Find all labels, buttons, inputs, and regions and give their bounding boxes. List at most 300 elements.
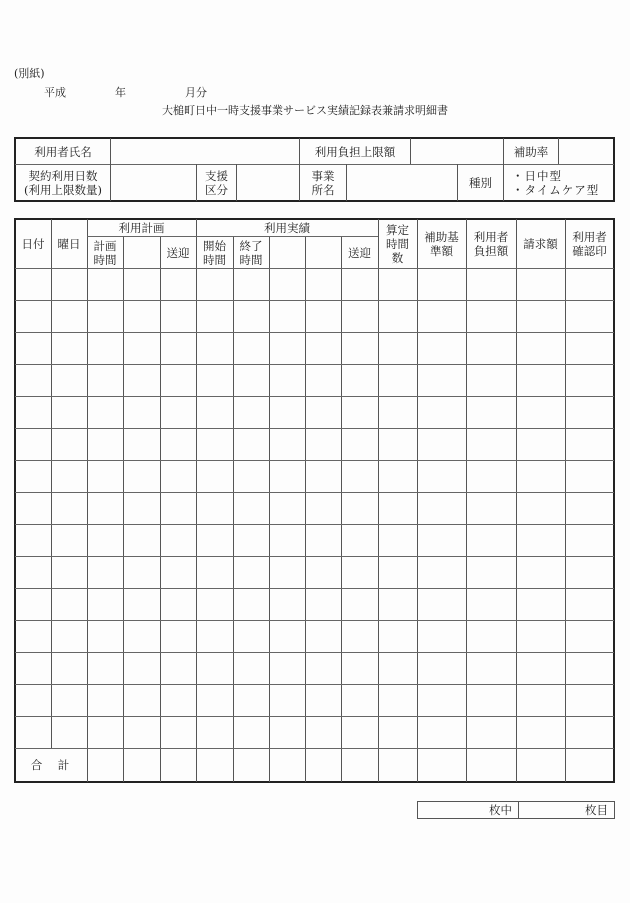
table-cell[interactable] — [270, 365, 305, 396]
table-cell[interactable] — [566, 301, 614, 332]
table-cell[interactable] — [306, 621, 341, 652]
table-cell[interactable] — [52, 493, 87, 524]
total-cell[interactable] — [379, 749, 417, 781]
table-cell[interactable] — [379, 621, 417, 652]
table-cell[interactable] — [88, 525, 123, 556]
table-cell[interactable] — [197, 269, 233, 300]
table-cell[interactable] — [124, 365, 160, 396]
total-cell[interactable] — [517, 749, 565, 781]
table-cell[interactable] — [306, 685, 341, 716]
header-actual-group: 利用実績 — [264, 221, 310, 235]
table-cell[interactable] — [124, 717, 160, 748]
table-cell[interactable] — [16, 717, 51, 748]
table-cell[interactable] — [124, 397, 160, 428]
table-cell[interactable] — [124, 685, 160, 716]
subsidy-rate-label: 補助率 — [513, 144, 549, 159]
table-cell[interactable] — [88, 365, 123, 396]
table-cell[interactable] — [88, 301, 123, 332]
table-cell[interactable] — [517, 589, 565, 620]
table-cell[interactable] — [467, 621, 516, 652]
table-cell[interactable] — [379, 493, 417, 524]
table-cell[interactable] — [566, 685, 614, 716]
table-cell[interactable] — [234, 525, 269, 556]
table-cell[interactable] — [566, 557, 614, 588]
total-cell[interactable] — [306, 749, 341, 781]
table-cell[interactable] — [379, 589, 417, 620]
table-cell[interactable] — [418, 461, 466, 492]
table-cell[interactable] — [379, 653, 417, 684]
table-cell[interactable] — [161, 717, 196, 748]
table-cell[interactable] — [566, 269, 614, 300]
header-plan-time-line1: 計画 — [93, 238, 117, 253]
table-cell[interactable] — [270, 429, 305, 460]
table-cell[interactable] — [52, 397, 87, 428]
total-cell[interactable] — [566, 749, 614, 781]
table-cell[interactable] — [566, 717, 614, 748]
table-cell[interactable] — [16, 429, 51, 460]
table-cell[interactable] — [342, 461, 378, 492]
table-cell[interactable] — [306, 365, 341, 396]
table-cell[interactable] — [52, 365, 87, 396]
table-cell[interactable] — [197, 333, 233, 364]
table-cell[interactable] — [306, 269, 341, 300]
header-plan-time-line2: 時間 — [93, 252, 117, 267]
table-cell[interactable] — [566, 525, 614, 556]
table-cell[interactable] — [16, 333, 51, 364]
table-cell[interactable] — [124, 429, 160, 460]
table-cell[interactable] — [306, 429, 341, 460]
table-cell[interactable] — [342, 589, 378, 620]
table-cell[interactable] — [418, 525, 466, 556]
header-end-time-line2: 時間 — [239, 252, 263, 267]
table-cell[interactable] — [161, 461, 196, 492]
table-cell[interactable] — [270, 333, 305, 364]
header-subsidy-base-line1: 補助基 — [424, 230, 459, 244]
table-cell[interactable] — [270, 525, 305, 556]
table-cell[interactable] — [418, 333, 466, 364]
table-cell[interactable] — [124, 557, 160, 588]
table-cell[interactable] — [306, 557, 341, 588]
table-cell[interactable] — [197, 365, 233, 396]
total-cell[interactable] — [161, 749, 196, 781]
burden-limit-label: 利用負担上限額 — [314, 144, 396, 159]
table-cell[interactable] — [52, 685, 87, 716]
office-name-label — [300, 165, 346, 201]
table-cell[interactable] — [124, 333, 160, 364]
type-label: 種別 — [469, 176, 492, 190]
type-options[interactable] — [504, 165, 614, 201]
table-cell[interactable] — [270, 621, 305, 652]
table-cell[interactable] — [197, 653, 233, 684]
table-cell[interactable] — [379, 461, 417, 492]
header-weekday: 曜日 — [57, 237, 81, 251]
table-cell[interactable] — [16, 269, 51, 300]
contract-days-label-line2: (利用上限数量) — [24, 183, 102, 197]
table-cell[interactable] — [306, 461, 341, 492]
header-start-time-line1: 開始 — [203, 238, 226, 253]
table-cell[interactable] — [379, 717, 417, 748]
user-name-label: 利用者氏名 — [34, 144, 92, 159]
table-cell[interactable] — [517, 461, 565, 492]
table-cell[interactable] — [517, 397, 565, 428]
table-cell[interactable] — [234, 557, 269, 588]
total-cell[interactable] — [342, 749, 378, 781]
table-cell[interactable] — [234, 301, 269, 332]
table-cell[interactable] — [418, 493, 466, 524]
table-cell[interactable] — [197, 685, 233, 716]
office-name-label-line1: 事業 — [311, 169, 335, 183]
table-cell[interactable] — [342, 269, 378, 300]
table-cell[interactable] — [270, 557, 305, 588]
support-class-field[interactable] — [237, 165, 299, 201]
table-cell[interactable] — [379, 333, 417, 364]
table-cell[interactable] — [161, 525, 196, 556]
contract-days-label — [16, 165, 110, 201]
table-cell[interactable] — [52, 653, 87, 684]
header-calc-hours-line2: 時間 — [386, 237, 409, 251]
table-cell[interactable] — [379, 429, 417, 460]
table-cell[interactable] — [234, 269, 269, 300]
table-cell[interactable] — [379, 685, 417, 716]
table-cell[interactable] — [161, 621, 196, 652]
table-cell[interactable] — [197, 397, 233, 428]
table-cell[interactable] — [16, 301, 51, 332]
table-cell[interactable] — [342, 397, 378, 428]
table-cell[interactable] — [52, 333, 87, 364]
table-cell[interactable] — [467, 493, 516, 524]
table-cell[interactable] — [418, 589, 466, 620]
table-cell[interactable] — [234, 333, 269, 364]
total-cell[interactable] — [197, 749, 233, 781]
table-cell[interactable] — [342, 621, 378, 652]
table-cell[interactable] — [379, 397, 417, 428]
table-cell[interactable] — [467, 461, 516, 492]
table-cell[interactable] — [517, 429, 565, 460]
total-cell[interactable] — [88, 749, 123, 781]
table-cell[interactable] — [306, 653, 341, 684]
table-cell[interactable] — [517, 557, 565, 588]
table-cell[interactable] — [52, 269, 87, 300]
table-cell[interactable] — [306, 493, 341, 524]
table-cell[interactable] — [234, 589, 269, 620]
attachment-label: (別紙) — [14, 67, 45, 80]
table-cell[interactable] — [197, 621, 233, 652]
table-cell[interactable] — [270, 301, 305, 332]
table-cell[interactable] — [517, 333, 565, 364]
table-cell[interactable] — [467, 269, 516, 300]
burden-limit-field[interactable] — [411, 139, 503, 164]
header-calc-hours-line1: 算定 — [386, 223, 409, 237]
table-cell[interactable] — [467, 557, 516, 588]
table-cell[interactable] — [197, 461, 233, 492]
table-cell[interactable] — [467, 365, 516, 396]
document-title: 大槌町日中一時支援事業サービス実績記録表兼請求明細書 — [162, 104, 448, 117]
table-cell[interactable] — [270, 493, 305, 524]
table-cell[interactable] — [418, 557, 466, 588]
table-cell[interactable] — [418, 685, 466, 716]
header-actual-blank-2 — [305, 237, 341, 268]
table-cell[interactable] — [161, 301, 196, 332]
header-user-burden-line1: 利用者 — [473, 230, 509, 244]
table-cell[interactable] — [467, 301, 516, 332]
header-end-time-line1: 終了 — [239, 238, 263, 253]
table-cell[interactable] — [566, 333, 614, 364]
table-cell[interactable] — [197, 493, 233, 524]
table-cell[interactable] — [88, 429, 123, 460]
table-cell[interactable] — [467, 717, 516, 748]
table-cell[interactable] — [161, 333, 196, 364]
header-plan-time — [87, 237, 123, 268]
table-cell[interactable] — [342, 557, 378, 588]
table-cell[interactable] — [342, 301, 378, 332]
table-cell[interactable] — [234, 493, 269, 524]
subsidy-rate-field[interactable] — [559, 139, 613, 164]
table-cell[interactable] — [88, 493, 123, 524]
header-end-time — [233, 237, 269, 268]
table-cell[interactable] — [88, 685, 123, 716]
table-cell[interactable] — [517, 525, 565, 556]
total-cell[interactable] — [234, 749, 269, 781]
table-cell[interactable] — [418, 621, 466, 652]
table-cell[interactable] — [467, 397, 516, 428]
table-cell[interactable] — [234, 717, 269, 748]
table-cell[interactable] — [418, 717, 466, 748]
table-cell[interactable] — [342, 365, 378, 396]
table-cell[interactable] — [16, 685, 51, 716]
table-cell[interactable] — [418, 397, 466, 428]
table-cell[interactable] — [379, 269, 417, 300]
table-cell[interactable] — [517, 685, 565, 716]
table-cell[interactable] — [517, 653, 565, 684]
header-plan-blank — [123, 237, 160, 268]
table-cell[interactable] — [52, 621, 87, 652]
table-cell[interactable] — [418, 653, 466, 684]
table-cell[interactable] — [52, 717, 87, 748]
table-cell[interactable] — [16, 653, 51, 684]
table-cell[interactable] — [270, 269, 305, 300]
table-cell[interactable] — [88, 333, 123, 364]
table-cell[interactable] — [566, 429, 614, 460]
header-user-burden — [466, 220, 516, 268]
table-cell[interactable] — [234, 653, 269, 684]
table-cell[interactable] — [16, 493, 51, 524]
table-cell[interactable] — [342, 717, 378, 748]
contract-days-field[interactable] — [111, 165, 196, 201]
table-cell[interactable] — [88, 589, 123, 620]
table-cell[interactable] — [234, 461, 269, 492]
header-calc-hours-line3: 数 — [391, 251, 404, 265]
table-cell[interactable] — [197, 717, 233, 748]
table-cell[interactable] — [517, 621, 565, 652]
table-cell[interactable] — [306, 717, 341, 748]
table-cell[interactable] — [161, 269, 196, 300]
table-cell[interactable] — [270, 685, 305, 716]
table-cell[interactable] — [379, 557, 417, 588]
header-plan-group: 利用計画 — [118, 221, 165, 235]
table-cell[interactable] — [197, 557, 233, 588]
table-cell[interactable] — [566, 493, 614, 524]
table-cell[interactable] — [16, 621, 51, 652]
table-cell[interactable] — [88, 557, 123, 588]
table-cell[interactable] — [342, 525, 378, 556]
table-cell[interactable] — [306, 525, 341, 556]
header-user-burden-line2: 負担額 — [473, 244, 509, 258]
header-user-confirm — [565, 220, 614, 268]
total-cell[interactable] — [270, 749, 305, 781]
table-cell[interactable] — [306, 397, 341, 428]
table-cell[interactable] — [88, 269, 123, 300]
table-cell[interactable] — [161, 429, 196, 460]
total-cell[interactable] — [124, 749, 160, 781]
table-cell[interactable] — [16, 525, 51, 556]
support-class-label-line1: 支援 — [205, 169, 228, 183]
table-cell[interactable] — [161, 365, 196, 396]
table-cell[interactable] — [124, 589, 160, 620]
table-cell[interactable] — [517, 269, 565, 300]
header-calc-hours — [378, 220, 417, 268]
sheet-number-field[interactable] — [519, 802, 614, 818]
table-cell[interactable] — [342, 333, 378, 364]
header-start-time — [196, 237, 233, 268]
table-cell[interactable] — [124, 493, 160, 524]
table-cell[interactable] — [234, 365, 269, 396]
table-cell[interactable] — [124, 461, 160, 492]
table-cell[interactable] — [566, 653, 614, 684]
table-cell[interactable] — [88, 397, 123, 428]
table-cell[interactable] — [124, 525, 160, 556]
table-cell[interactable] — [467, 589, 516, 620]
table-cell[interactable] — [517, 493, 565, 524]
table-cell[interactable] — [342, 429, 378, 460]
table-cell[interactable] — [517, 365, 565, 396]
total-row-label: 合 計 — [30, 758, 72, 772]
table-cell[interactable] — [197, 429, 233, 460]
table-cell[interactable] — [161, 685, 196, 716]
table-cell[interactable] — [197, 525, 233, 556]
table-cell[interactable] — [418, 365, 466, 396]
table-cell[interactable] — [161, 493, 196, 524]
table-cell[interactable] — [161, 589, 196, 620]
header-subsidy-base-line2: 準額 — [430, 244, 453, 258]
support-class-label — [197, 165, 236, 201]
table-cell[interactable] — [418, 301, 466, 332]
table-cell[interactable] — [161, 397, 196, 428]
office-name-field[interactable] — [347, 165, 457, 201]
table-cell[interactable] — [467, 525, 516, 556]
contract-days-label-line1: 契約利用日数 — [28, 169, 98, 183]
header-actual-transport: 送迎 — [348, 245, 371, 260]
table-cell[interactable] — [52, 461, 87, 492]
table-cell[interactable] — [418, 269, 466, 300]
header-user-confirm-line1: 利用者 — [572, 230, 607, 244]
table-cell[interactable] — [270, 397, 305, 428]
total-cell[interactable] — [418, 749, 466, 781]
type-option-daytime[interactable]: ・日中型 — [512, 169, 562, 183]
table-cell[interactable] — [16, 589, 51, 620]
table-cell[interactable] — [16, 365, 51, 396]
table-cell[interactable] — [88, 461, 123, 492]
table-cell[interactable] — [306, 301, 341, 332]
total-sheets-label: 枚中 — [489, 803, 512, 817]
table-cell[interactable] — [467, 685, 516, 716]
header-billing-amount: 請求額 — [523, 237, 558, 251]
table-cell[interactable] — [88, 653, 123, 684]
table-cell[interactable] — [306, 333, 341, 364]
table-cell[interactable] — [124, 653, 160, 684]
table-cell[interactable] — [270, 589, 305, 620]
table-cell[interactable] — [52, 557, 87, 588]
sheet-number-label: 枚目 — [585, 803, 608, 817]
table-cell[interactable] — [342, 493, 378, 524]
table-cell[interactable] — [379, 301, 417, 332]
table-cell[interactable] — [234, 685, 269, 716]
support-class-label-line2: 区分 — [205, 183, 228, 197]
table-cell[interactable] — [379, 525, 417, 556]
table-cell[interactable] — [197, 301, 233, 332]
header-subsidy-base — [417, 220, 466, 268]
table-cell[interactable] — [566, 365, 614, 396]
header-start-time-line2: 時間 — [203, 252, 226, 267]
table-cell[interactable] — [418, 429, 466, 460]
table-cell[interactable] — [16, 461, 51, 492]
header-plan-transport: 送迎 — [166, 245, 190, 260]
table-cell[interactable] — [566, 397, 614, 428]
user-name-field[interactable] — [111, 139, 299, 164]
table-cell[interactable] — [467, 653, 516, 684]
table-cell[interactable] — [124, 269, 160, 300]
table-cell[interactable] — [342, 685, 378, 716]
table-cell[interactable] — [270, 653, 305, 684]
table-cell[interactable] — [52, 589, 87, 620]
month-unit-label: 月分 — [185, 86, 207, 99]
table-cell[interactable] — [234, 429, 269, 460]
table-cell[interactable] — [197, 589, 233, 620]
table-cell[interactable] — [517, 717, 565, 748]
header-actual-blank-1 — [269, 237, 305, 268]
table-cell[interactable] — [342, 653, 378, 684]
table-cell[interactable] — [88, 717, 123, 748]
type-option-timecare[interactable]: ・タイムケア型 — [512, 183, 600, 197]
table-cell[interactable] — [16, 397, 51, 428]
total-sheets-field[interactable] — [418, 802, 518, 818]
header-user-confirm-line2: 確認印 — [572, 244, 607, 258]
table-cell[interactable] — [234, 621, 269, 652]
table-cell[interactable] — [16, 557, 51, 588]
table-cell[interactable] — [566, 589, 614, 620]
table-cell[interactable] — [161, 653, 196, 684]
office-name-label-line2: 所名 — [311, 183, 335, 197]
table-cell[interactable] — [467, 429, 516, 460]
table-cell[interactable] — [467, 333, 516, 364]
table-cell[interactable] — [306, 589, 341, 620]
table-cell[interactable] — [161, 557, 196, 588]
table-cell[interactable] — [52, 525, 87, 556]
table-cell[interactable] — [517, 301, 565, 332]
table-cell[interactable] — [124, 301, 160, 332]
era-label: 平成 — [44, 86, 66, 99]
table-cell[interactable] — [379, 365, 417, 396]
total-cell[interactable] — [467, 749, 516, 781]
table-cell[interactable] — [52, 429, 87, 460]
table-cell[interactable] — [270, 717, 305, 748]
table-cell[interactable] — [234, 397, 269, 428]
table-cell[interactable] — [566, 461, 614, 492]
table-cell[interactable] — [124, 621, 160, 652]
table-cell[interactable] — [566, 621, 614, 652]
table-cell[interactable] — [52, 301, 87, 332]
table-cell[interactable] — [88, 621, 123, 652]
table-cell[interactable] — [270, 461, 305, 492]
